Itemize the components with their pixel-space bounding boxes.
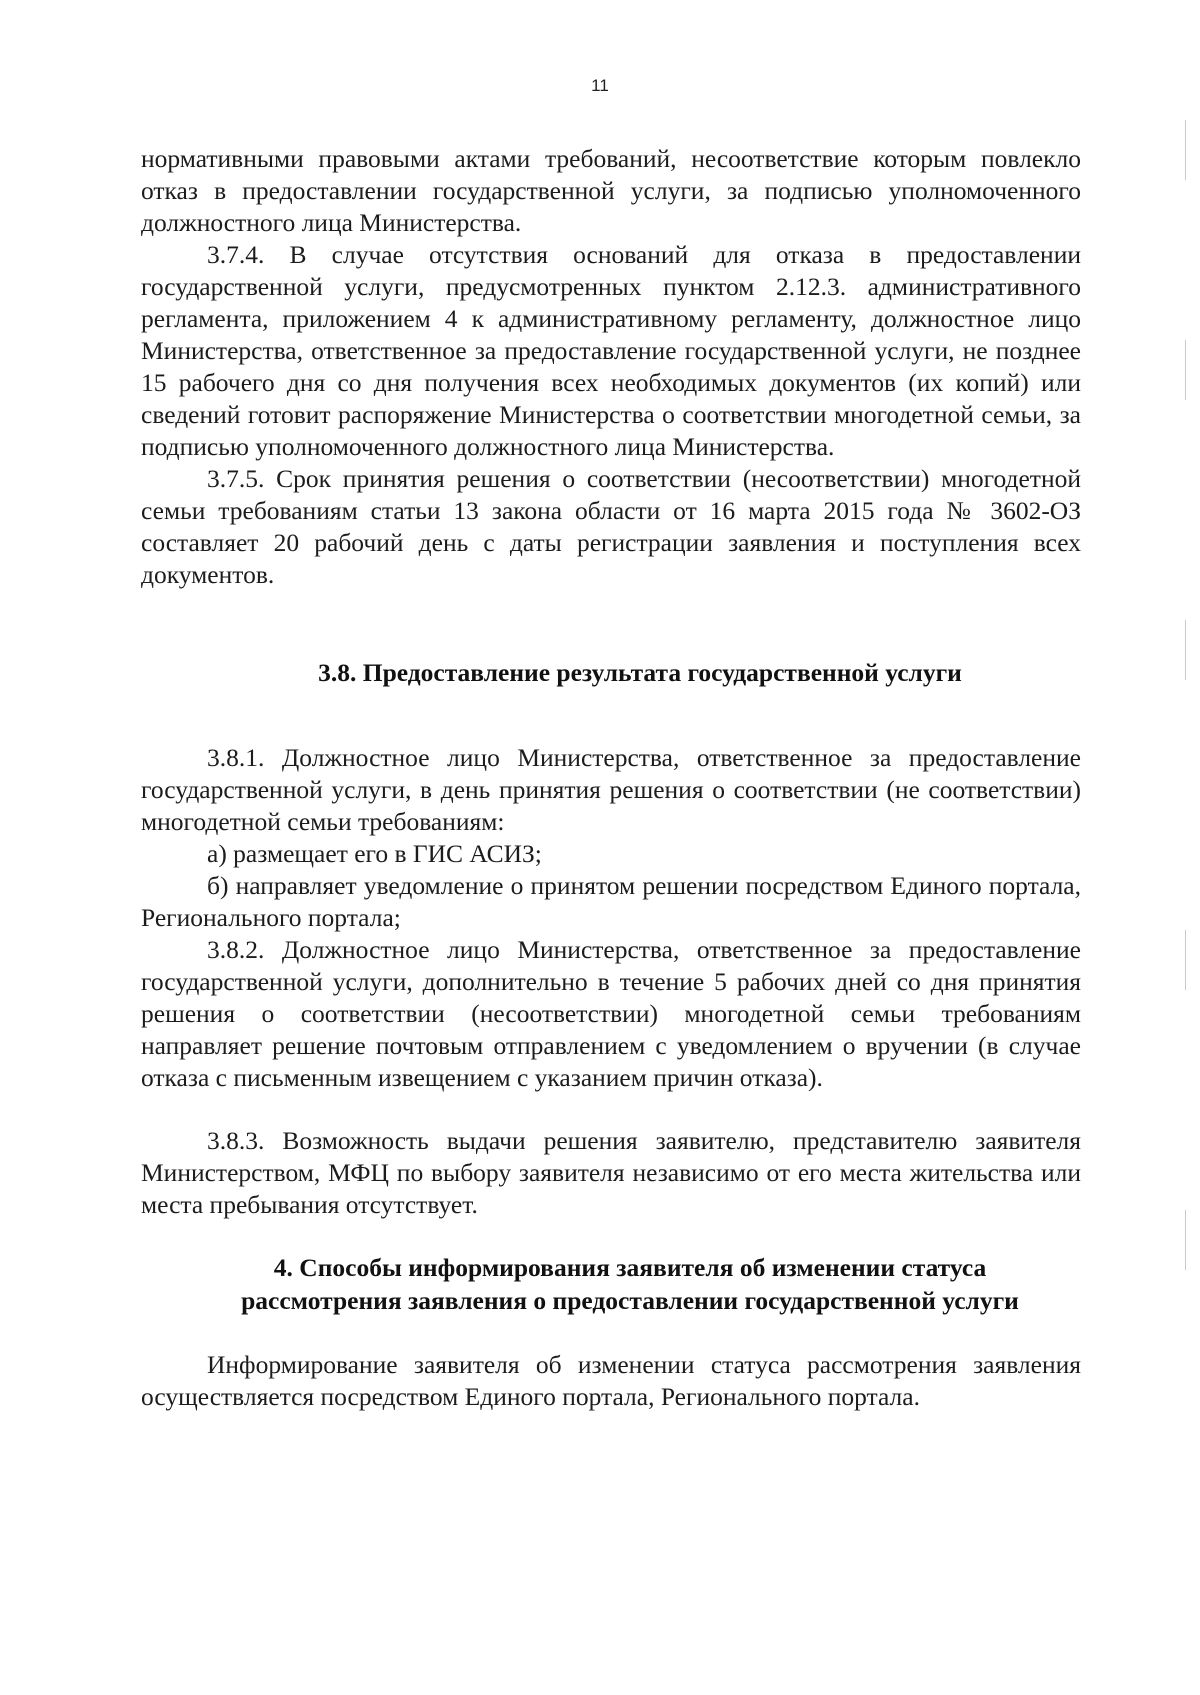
- paragraph-3-8-1: 3.8.1. Должностное лицо Министерства, ответственное за предоставление государственной услуги, в день принятия решения о соответствии (не соответствии) многодетной семьи требованиям:: [141, 743, 1081, 836]
- section-3-8-body: [141, 742, 1081, 1094]
- section-heading-3-8: 3.8. Предоставление результата государственной услуги: [318, 658, 962, 687]
- paragraph-3-8-3: 3.8.3. Возможность выдачи решения заявителю, представителю заявителя Министерством, МФЦ по выбору заявителя независимо от его места жительства или места пребывания отсутствует.: [141, 1126, 1081, 1219]
- section-heading-4: [160, 1251, 1100, 1317]
- paragraph-3-7-5: 3.7.5. Срок принятия решения о соответствии (несоответствии) многодетной семьи требованиям статьи 13 закона области от 16 марта 2015 года № 3602-ОЗ составляет 20 рабочий день с даты регистрации заявления и поступления всех документов.: [141, 464, 1081, 589]
- paragraph-continuation: нормативными правовыми актами требований, несоответствие которым повлекло отказ в предоставлении государственной услуги, за подписью уполномоченного должностного лица Министерства.: [141, 144, 1081, 237]
- scan-edge-mark: [1185, 620, 1186, 680]
- scan-edge-mark: [1185, 120, 1186, 180]
- paragraph-3-8-2: 3.8.2. Должностное лицо Министерства, ответственное за предоставление государственной услуги, дополнительно в течение 5 рабочих дней со дня принятия решения о соответствии (несоответствии) многодетной семьи требованиям направляет решение почтовым отправлением с уведомлением о вручении (в случае отказа с письменным извещением с указанием причин отказа).: [141, 935, 1081, 1092]
- section-4-body: [141, 1349, 1081, 1413]
- scan-edge-mark: [1185, 1210, 1186, 1270]
- section-3-8-3-body: [141, 1125, 1081, 1221]
- page-number: 11: [591, 76, 609, 95]
- paragraph-3-7-4: 3.7.4. В случае отсутствия оснований для отказа в предоставлении государственной услуги, предусмотренных пунктом 2.12.3. административного регламента, приложением 4 к административному регламенту, должностное лицо Министерства, ответственное за предоставление государственной услуги, не позднее 15 рабочего дня со дня получения всех необходимых документов (их копий) или сведений готовит распоряжение Министерства о соответствии многодетной семьи, за подписью уполномоченного должностного лица Министерства.: [141, 240, 1081, 461]
- paragraph-section-4: Информирование заявителя об изменении статуса рассмотрения заявления осуществляется посредством Единого портала, Регионального портала.: [141, 1350, 1081, 1411]
- section-heading-4-line2: рассмотрения заявления о предоставлении государственной услуги: [241, 1286, 1019, 1315]
- section-heading-4-line1: 4. Способы информирования заявителя об изменении статуса: [273, 1253, 987, 1282]
- section-3-7-continuation: [141, 143, 1081, 591]
- scan-edge-mark: [1185, 930, 1186, 990]
- list-item-a: а) размещает его в ГИС АСИЗ;: [207, 839, 542, 868]
- list-item-b: б) направляет уведомление о принятом решении посредством Единого портала, Регионального портала;: [141, 871, 1081, 932]
- scan-edge-mark: [1185, 340, 1186, 400]
